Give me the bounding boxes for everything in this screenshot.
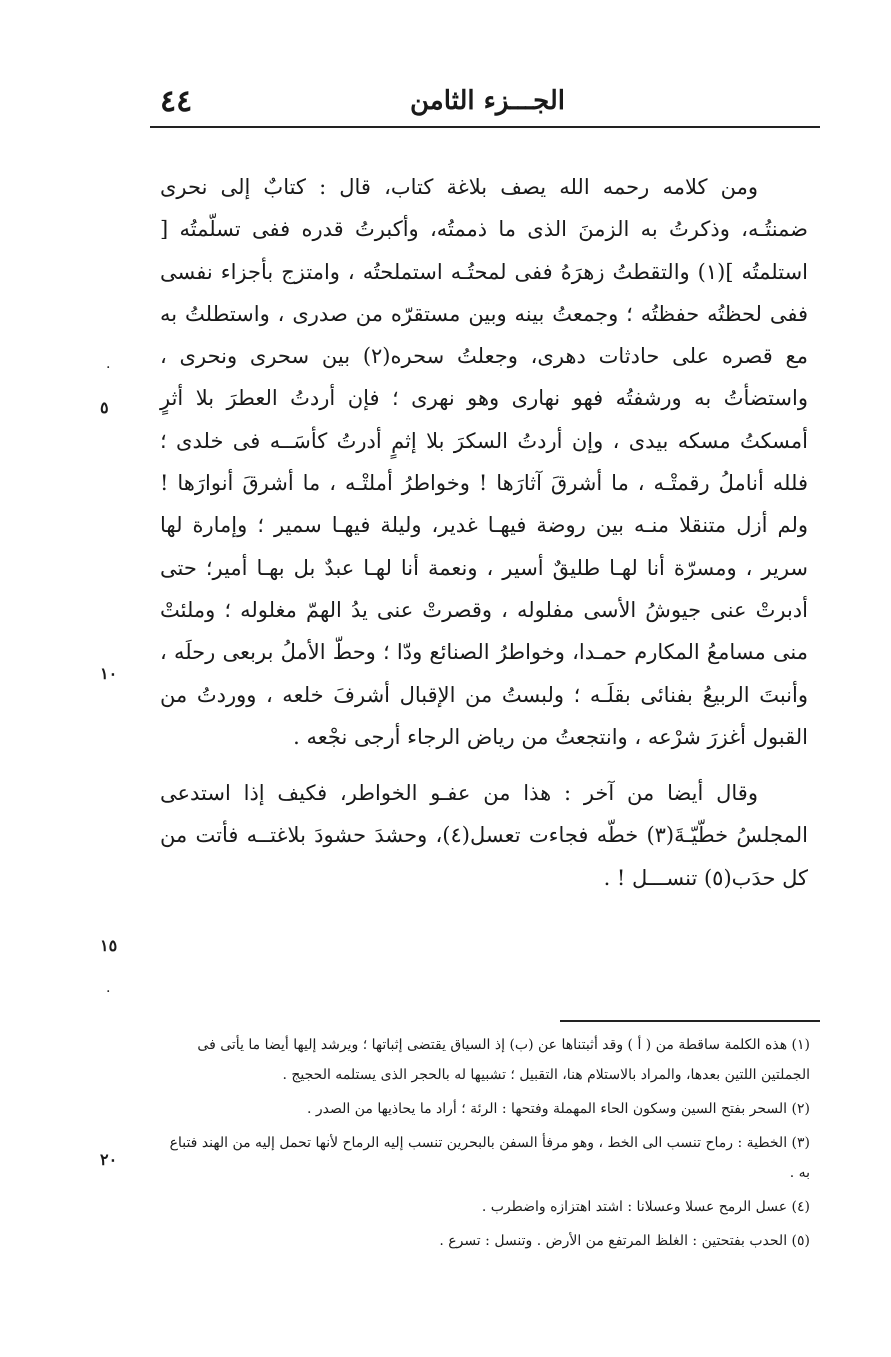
margin-mark: . (106, 980, 111, 996)
margin-line-number-15: ١٥ (100, 936, 118, 955)
margin-line-number-5: ٥ (100, 398, 109, 417)
page-header (150, 82, 820, 130)
margin-line-number-20: ٢٠ (100, 1150, 118, 1169)
footnotes (160, 1030, 810, 1260)
footnote-3: (٣) الخطية : رماح تنسب الى الخط ، وهو مرفأ السفن بالبحرين تنسب إليه الرماح لأنها تحمل إليه من الهند فتباع به . (169, 1135, 810, 1181)
margin-mark: . (106, 356, 111, 372)
header-rule (150, 126, 820, 128)
footnote-1: (١) هذه الكلمة ساقطة من ( أ ) وقد أثبتناها عن (ب) إذ السياق يقتضى إثباتها ؛ ويرشد إليها أيضا ما يأتى فى الجملتين اللتين بعدها، والمراد بالاستلام هنا، التقبيل ؛ تشبيها له بالحجر الذى يستلمه الحجيج . (197, 1037, 810, 1083)
footnote-rule (560, 1020, 820, 1022)
main-text (160, 166, 808, 899)
running-title: الجـــزء الثامن (410, 86, 566, 116)
paragraph-book-praise: ومن كلامه رحمه الله يصف بلاغة كتاب، قال : كتابٌ إلى نحرى ضمنتُـه، وذكرتُ به الزمنَ الذى ما ذممتُه، وأكبرتُ قدره ففى تسلّمتُه [ استلمتُه ](١) والتقطتُ زهرَهُ ففى لمحتُـه استملحتُه ، وامتزج بأجزاء نفسى ففى لحظتُه حفظتُه ؛ وجمعتُ بينه وبين مستقرّه من صدرى ، واستطلتُ به مع قصره على حادثات دهرى، وجعلتُ سحره(٢) بين سحرى ونحرى ، واستضأتُ به ورشفتُه فهو نهارى وهو نهرى ؛ فإن أردتُ العطرَ بلا أثرٍ أمسكتُ مسكه بيدى ، وإن أردتُ السكرَ بلا إثمٍ أدرتُ كأسَــه فى خلدى ؛ فلله أناملُ رقمتْـه ، ما أشرقَ آثارَها ! وخواطرُ أملتْـه ، ما أشرقَ أنوارَها ! ولم أزل متنقلا منـه بين روضة فيهـا غدير، وليلة فيهـا سمير ؛ وإمارة لها سرير ، ومسرّة أنا لهـا طليقٌ أسير ، ونعمة أنا لهـا عبدٌ بل بهـا أمير؛ حتى أدبرتْ عنى جيوشُ الأسى مفلوله ، وقصرتْ عنى يدُ الهمّ مغلوله ؛ وملئتْ منى مسامعُ المكارم حمـدا، وخواطرُ الصنائع ودّا ؛ وحطّ الأملُ بربعى رحلَه ، وأنبتَ الربيعُ بفنائى بقلَـه ؛ ولبستُ من الإقبال أشرفَ خلعه ، ووردتُ من القبول أغزرَ شرْعه ، وانتجعتُ من رياض الرجاء أرجى نجْعه . (160, 175, 808, 749)
margin-line-number-10: ١٠ (100, 664, 118, 683)
footnote-2: (٢) السحر بفتح السين وسكون الحاء المهملة وفتحها : الرئة ؛ أراد ما يحاذيها من الصدر . (306, 1101, 810, 1117)
paragraph-another-saying: وقال أيضا من آخر : هذا من عفـو الخواطر، فكيف إذا استدعى المجلسُ خطّيّـةَ(٣) خطّه فجاءت تعسل(٤)، وحشدَ حشودَ بلاغتــه فأتت من كل حدَب(٥) تنســـل ! . (160, 781, 808, 890)
footnote-4: (٤) عسل الرمح عسلا وعسلانا : اشتد اهتزازه واضطرب . (481, 1199, 810, 1215)
page-number: ٤٤ (160, 84, 193, 119)
footnote-5: (٥) الحدب بفتحتين : الغلظ المرتفع من الأرض . وتنسل : تسرع . (439, 1233, 810, 1249)
